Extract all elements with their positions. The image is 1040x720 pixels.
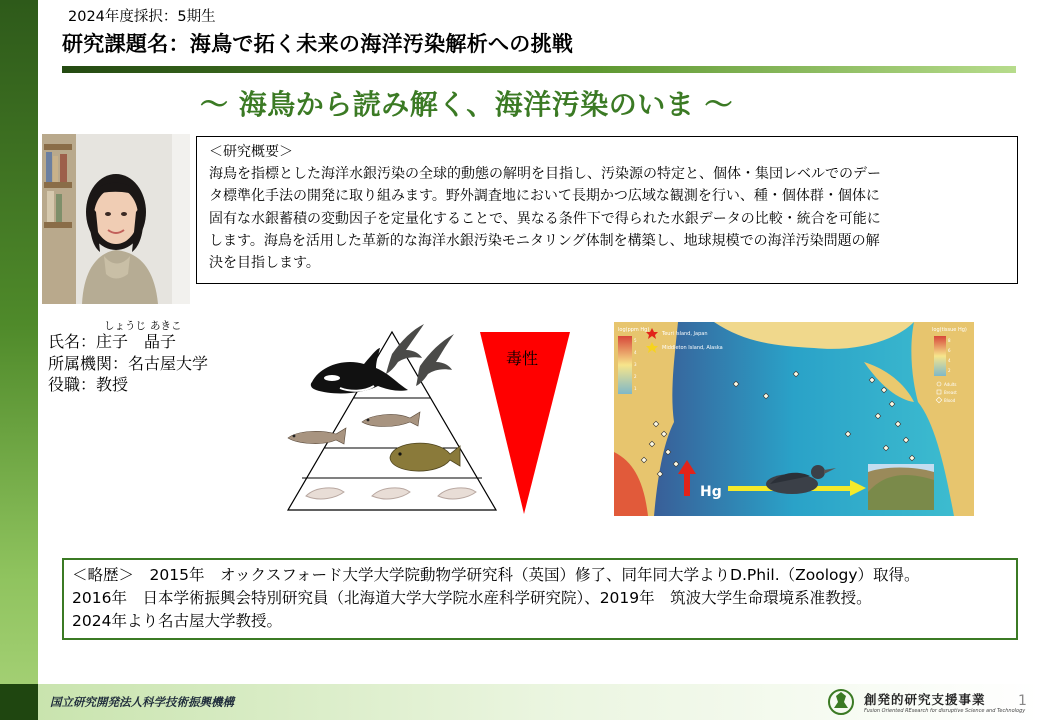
researcher-position: 役職：教授 (48, 375, 129, 394)
footer-program-subtitle: Fusion Oriented REsearch for disruptive Science and Technology (864, 708, 1026, 714)
footer-program-name: 創発的研究支援事業 (864, 692, 986, 707)
summary-line: 固有な水銀蓄積の変動因子を定量化することで、異なる条件下で得られた水銀データの比較・統合を可能に (209, 210, 881, 227)
toxicity-label: 毒性 (505, 349, 539, 368)
research-summary-box (196, 136, 1018, 284)
career-history-box (62, 558, 1018, 640)
right-colorbar-label: log(tissue Hg) (932, 327, 967, 333)
left-colorbar-tick: 5 (634, 338, 637, 343)
side-accent-bar-bottom (0, 684, 38, 720)
footer-organization: 国立研究開発法人科学技術振興機構 (50, 695, 234, 709)
profile-info (48, 331, 208, 396)
name-ruby-given: あきこ (150, 320, 182, 332)
researcher-name: 氏名：庄子 晶子 (48, 332, 177, 351)
left-colorbar-tick: 4 (634, 350, 637, 355)
map-legend-teuri: Teuri Island, Japan (662, 331, 708, 337)
krill-icon (306, 488, 476, 499)
left-colorbar-tick: 3 (634, 362, 637, 367)
hg-up-arrow-icon (684, 472, 690, 496)
right-colorbar-tick: 2 (948, 368, 951, 373)
researcher-photo (42, 134, 190, 304)
summary-line: します。海鳥を活用した革新的な海洋水銀汚染モニタリング体制を構築し、地球規模での海洋汚染問題の解 (209, 232, 880, 249)
summary-heading: ＜研究概要＞ (209, 144, 293, 160)
right-colorbar (934, 336, 946, 376)
mercury-distribution-map (614, 322, 974, 516)
page-title: 研究課題名：海鳥で拓く未来の海洋汚染解析への挑戦 (62, 32, 574, 56)
summary-line: 決を目指します。 (209, 255, 320, 272)
title-underline-bar (62, 66, 1016, 73)
left-colorbar-tick: 1 (634, 386, 637, 391)
page-subtitle: 〜 海鳥から読み解く、海洋汚染のいま 〜 (200, 88, 733, 121)
map-legend-middleton: Middleton Island, Alaska (662, 345, 723, 351)
left-colorbar (618, 336, 632, 394)
career-line: 2016年 日本学術振興会特別研究員（北海道大学大学院水産科学研究院）、2019年 筑波大学生命環境系准教授。 (72, 589, 872, 607)
summary-line: 海鳥を指標とした海洋水銀汚染の全球的動態の解明を目指し、汚染源の特定と、個体・集団レベルでのデー (209, 166, 881, 183)
page-number: 1 (1018, 693, 1027, 709)
right-colorbar-tick: 8 (948, 338, 951, 343)
career-line: ＜略歴＞ 2015年 オックスフォード大学大学院動物学研究科（英国）修了、同年同大学よりD.Phil.（Zoology）取得。 (72, 566, 920, 584)
summary-text (209, 163, 1007, 274)
hg-label: Hg (700, 484, 722, 500)
map-legend-item: Blood (944, 398, 956, 403)
forest-logo-icon (826, 688, 856, 716)
name-ruby-family: しょうじ (104, 320, 146, 332)
summary-line: タ標準化手法の開発に取り組みます。野外調査地において長期かつ広域な観測を行い、種・個体群・個体に (209, 188, 880, 205)
side-accent-bar (0, 0, 38, 720)
right-colorbar-tick: 4 (948, 358, 951, 363)
career-line: 2024年より名古屋大学教授。 (72, 612, 282, 630)
food-web-pyramid-figure (280, 314, 580, 520)
researcher-affiliation: 所属機関：名古屋大学 (48, 353, 209, 373)
right-colorbar-tick: 6 (948, 348, 951, 353)
cohort-label: 2024年度採択：5期生 (68, 9, 216, 25)
left-colorbar-tick: 2 (634, 374, 637, 379)
map-legend-item: Breast (944, 390, 957, 395)
map-legend-item: Adults (944, 382, 957, 387)
left-colorbar-label: log(ppm Hg) (618, 327, 650, 333)
